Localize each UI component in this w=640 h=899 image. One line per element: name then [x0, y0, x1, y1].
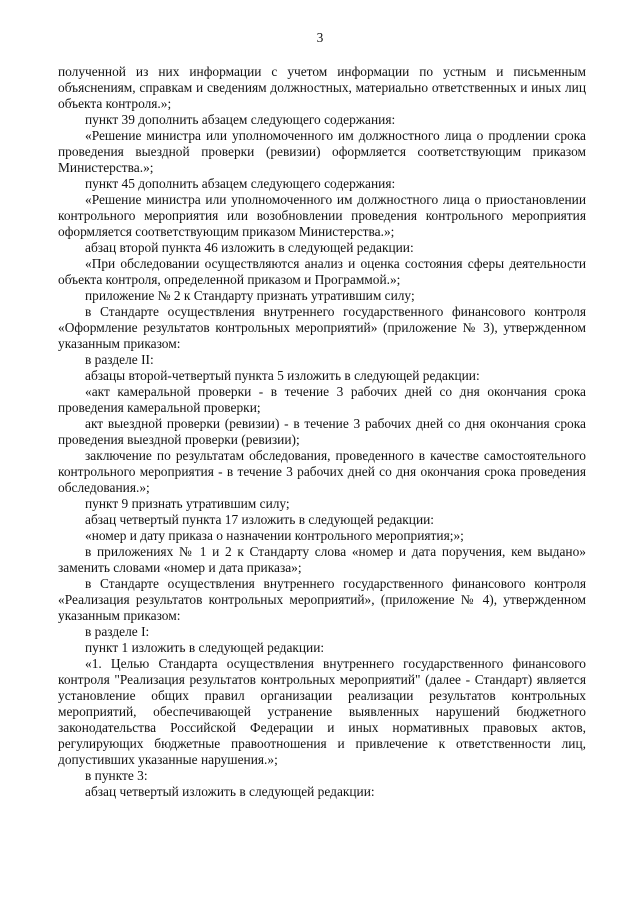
paragraph: «номер и дату приказа о назначении контрольного мероприятия;»;: [85, 528, 464, 543]
paragraph: пункт 45 дополнить абзацем следующего содержания:: [85, 176, 396, 191]
paragraph: абзац второй пункта 46 изложить в следующей редакции:: [85, 240, 414, 255]
document-body: [58, 64, 586, 800]
paragraph: «При обследовании осуществляются анализ и оценка состояния сферы деятельности объекта контроля, определенной приказом и Программой.»;: [58, 256, 586, 287]
paragraph: абзац четвертый изложить в следующей редакции:: [85, 784, 375, 799]
paragraph: акт выездной проверки (ревизии) - в течение 3 рабочих дней со дня окончания срока проведения выездной проверки (ревизии);: [58, 416, 586, 447]
paragraph: пункт 1 изложить в следующей редакции:: [85, 640, 325, 655]
paragraph: полученной из них информации с учетом информации по устным и письменным объяснениям, справкам и сведениям должностных, материально ответственных и иных лиц объекта контроля.»;: [58, 64, 586, 111]
paragraph: «акт камеральной проверки - в течение 3 рабочих дней со дня окончания срока проведения камеральной проверки;: [58, 384, 586, 415]
paragraph: пункт 39 дополнить абзацем следующего содержания:: [85, 112, 396, 127]
paragraph: в разделе II:: [85, 352, 154, 367]
page-number: 3: [316, 30, 324, 45]
paragraph: заключение по результатам обследования, проведенного в качестве самостоятельного контрольного мероприятия - в течение 3 рабочих дней со дня окончания срока проведения обследования.»;: [58, 448, 586, 495]
paragraph: приложение № 2 к Стандарту признать утратившим силу;: [85, 288, 415, 303]
paragraph: в разделе I:: [85, 624, 150, 639]
paragraph: «1. Целью Стандарта осуществления внутреннего государственного финансового контроля "Реализация результатов контрольных мероприятий" (далее - Стандарт) является установление общих правил организации реализации результатов контрольных мероприятий, обеспечивающей устранение выявленных нарушений бюджетного законодательства Российской Федерации и иных нормативных правовых актов, регулирующих бюджетные правоотношения и привлечение к ответственности лиц, допустивших указанные нарушения.»;: [58, 656, 586, 767]
paragraph: в приложениях № 1 и 2 к Стандарту слова «номер и дата поручения, кем выдано» заменить словами «номер и дата приказа»;: [58, 544, 586, 575]
paragraph: пункт 9 признать утратившим силу;: [85, 496, 290, 511]
paragraph: в Стандарте осуществления внутреннего государственного финансового контроля «Оформление результатов контрольных мероприятий» (приложение № 3), утвержденном указанным приказом:: [58, 304, 586, 351]
paragraph: абзац четвертый пункта 17 изложить в следующей редакции:: [85, 512, 435, 527]
paragraph: в Стандарте осуществления внутреннего государственного финансового контроля «Реализация результатов контрольных мероприятий», (приложение № 4), утвержденном указанным приказом:: [58, 576, 586, 623]
paragraph: в пункте 3:: [85, 768, 148, 783]
paragraph: «Решение министра или уполномоченного им должностного лица о продлении срока проведения выездной проверки (ревизии) оформляется соответствующим приказом Министерства.»;: [58, 128, 586, 175]
paragraph: «Решение министра или уполномоченного им должностного лица о приостановлении контрольного мероприятия или возобновлении проведения контрольного мероприятия оформляется соответствующим приказом Министерства.»;: [58, 192, 586, 239]
paragraph: абзацы второй-четвертый пункта 5 изложить в следующей редакции:: [85, 368, 480, 383]
